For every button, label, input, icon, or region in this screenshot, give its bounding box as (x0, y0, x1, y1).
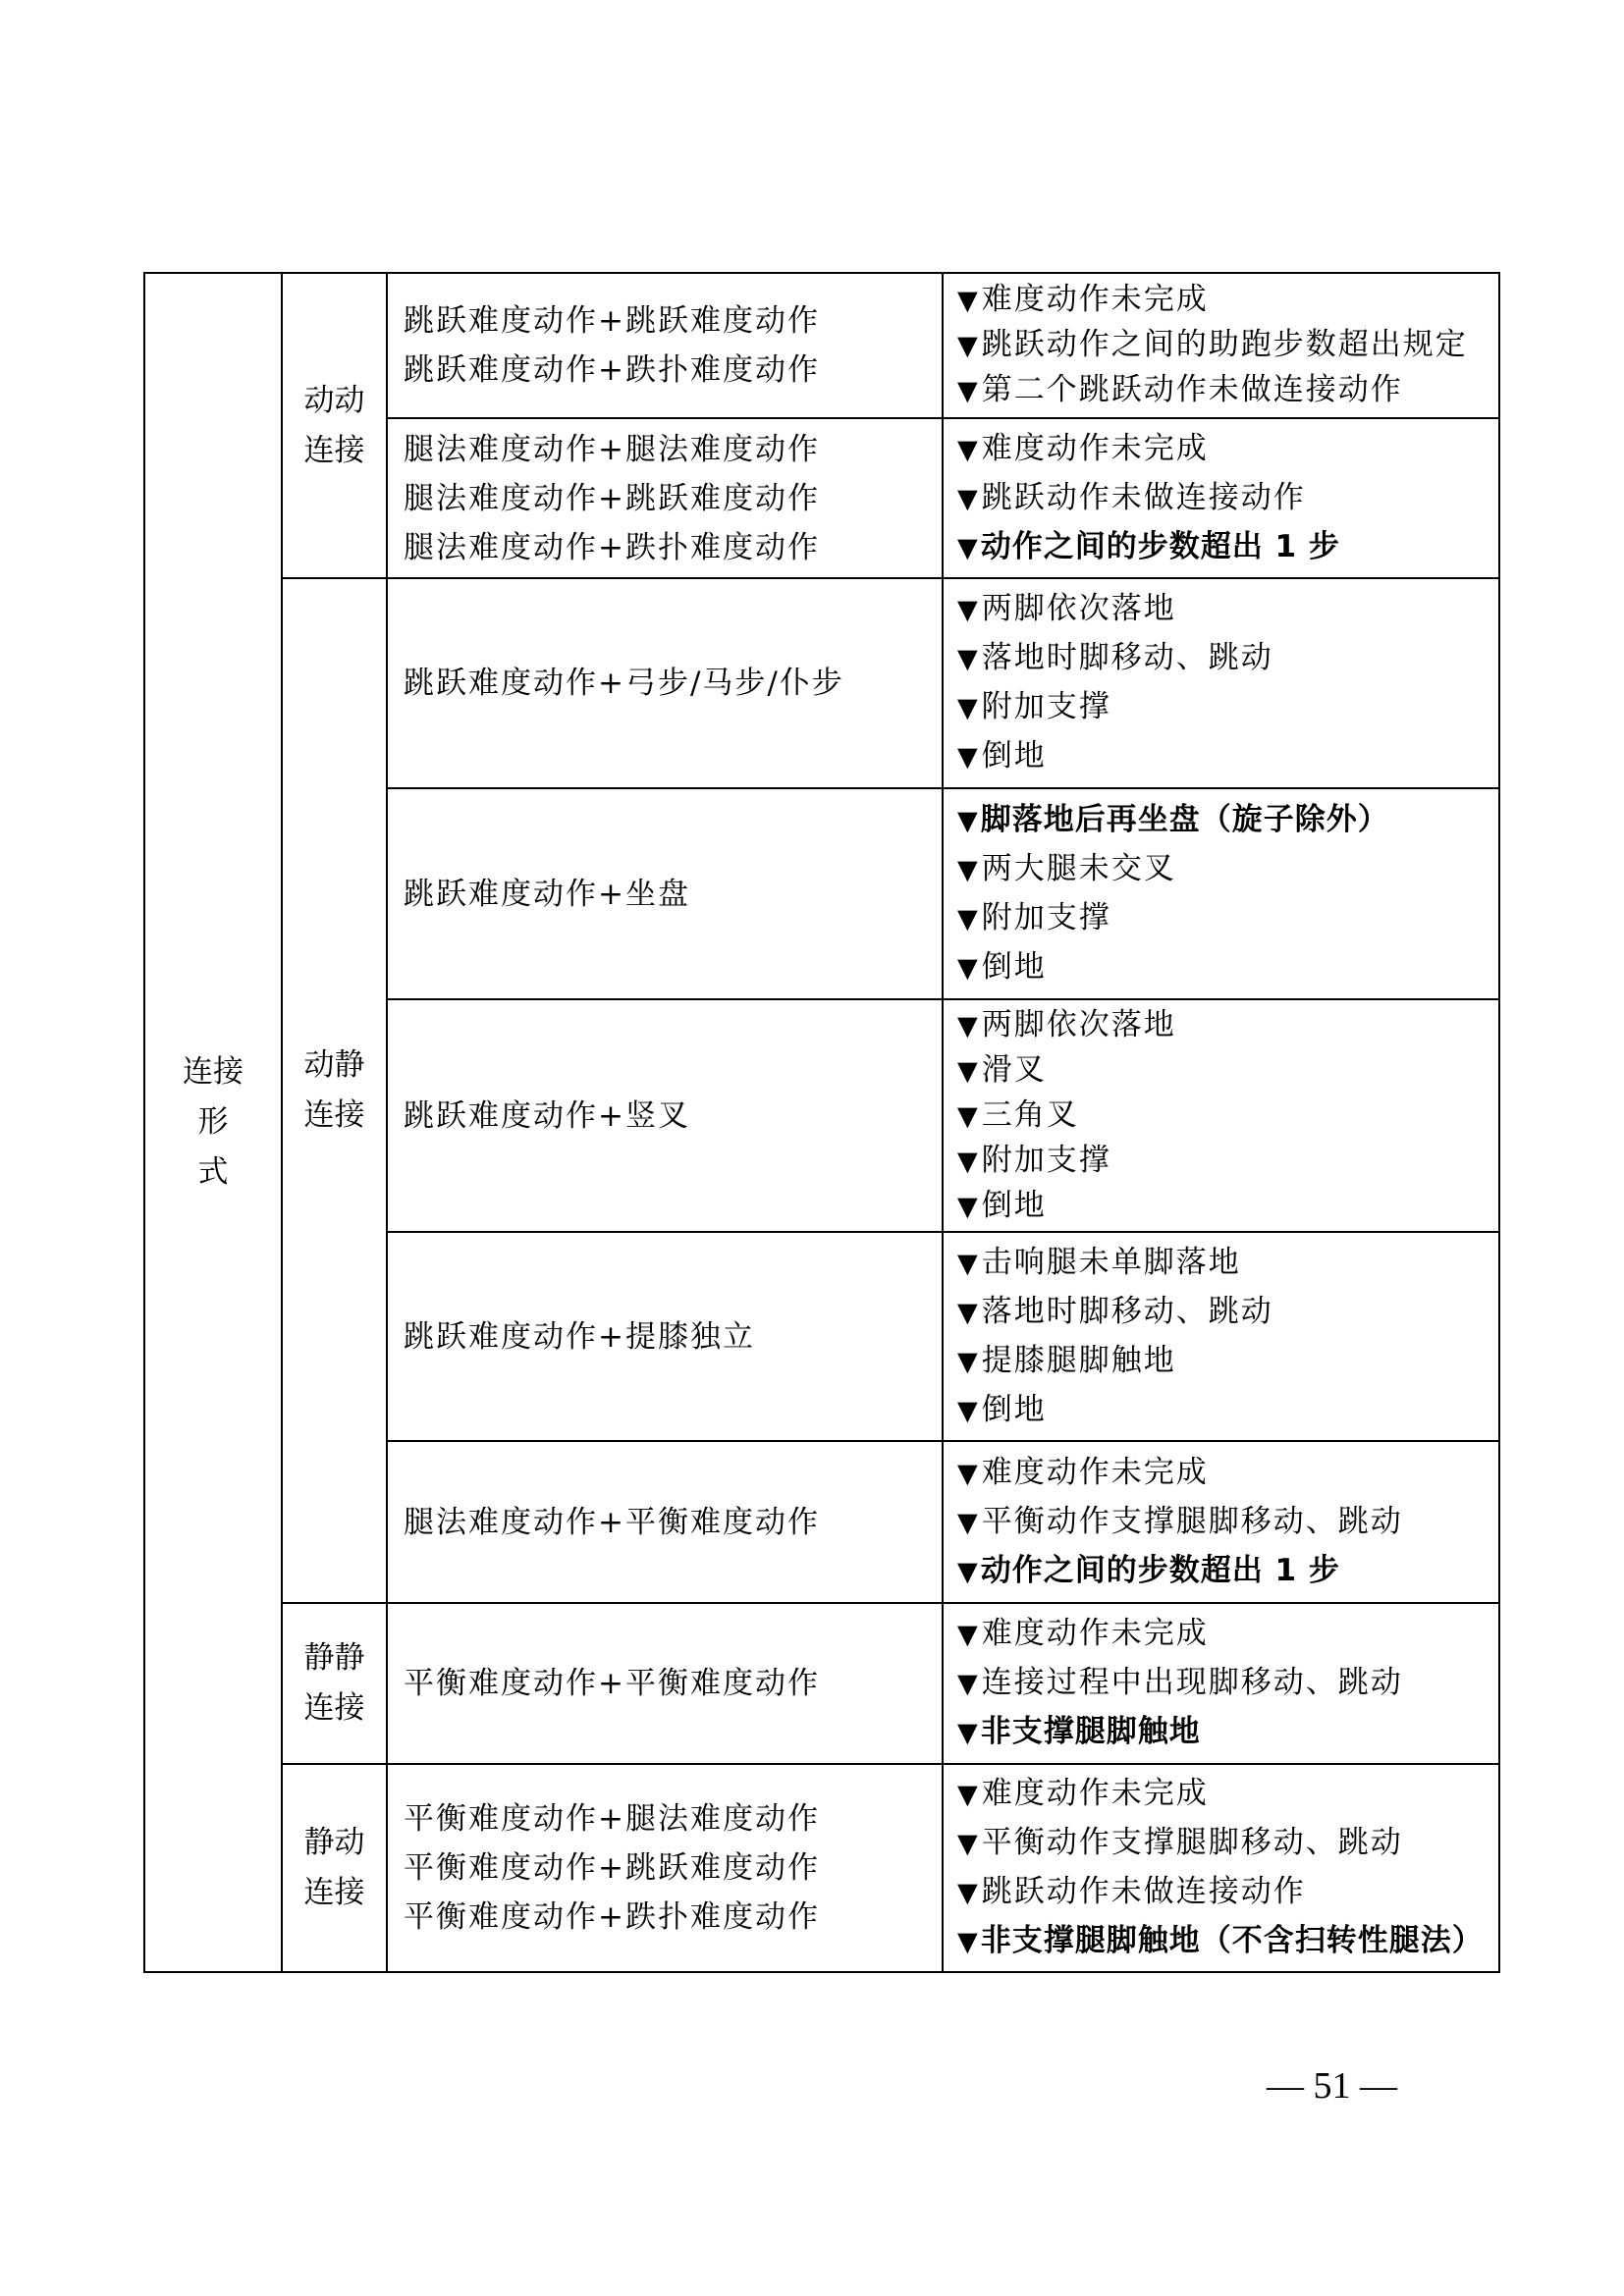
fault-text: 提膝腿脚触地 (981, 1342, 1176, 1378)
triangle-marker-icon: ▼ (957, 532, 979, 563)
action-cell (387, 1441, 943, 1603)
group-name-cell (282, 1603, 387, 1764)
fault-text: 非支撑腿脚触地 (980, 1714, 1201, 1749)
fault-item (957, 732, 1498, 781)
group-name-cell (282, 1764, 387, 1972)
triangle-marker-icon: ▼ (957, 1100, 980, 1132)
fault-text: 两大腿未交叉 (981, 850, 1176, 886)
fault-text: 倒地 (981, 1391, 1047, 1427)
triangle-marker-icon: ▼ (957, 1829, 980, 1859)
triangle-marker-icon: ▼ (957, 1297, 980, 1328)
fault-item (957, 585, 1498, 634)
action-line: 腿法难度动作+跳跃难度动作 (404, 480, 820, 516)
fault-cell (943, 1232, 1499, 1441)
action-line: 跳跃难度动作+提膝独立 (404, 1318, 755, 1355)
fault-text: 击响腿未单脚落地 (981, 1244, 1241, 1280)
action-line: 腿法难度动作+跌扑难度动作 (404, 529, 820, 565)
triangle-marker-icon: ▼ (957, 903, 980, 934)
action-cell (387, 273, 943, 418)
triangle-marker-icon: ▼ (957, 1458, 980, 1489)
triangle-marker-icon: ▼ (957, 1927, 979, 1957)
triangle-marker-icon: ▼ (957, 331, 980, 361)
triangle-marker-icon: ▼ (957, 1146, 980, 1177)
fault-item (957, 523, 1498, 572)
fault-item (957, 1184, 1498, 1229)
fault-item (957, 1498, 1498, 1547)
triangle-marker-icon: ▼ (957, 1248, 980, 1279)
action-line: 跳跃难度动作+弓步/马步/仆步 (404, 666, 844, 701)
fault-cell (943, 578, 1499, 788)
fault-text: 难度动作未完成 (981, 430, 1209, 466)
fault-text: 非支撑腿脚触地（不含扫转性腿法） (980, 1923, 1484, 1958)
fault-item (957, 796, 1498, 845)
fault-text: 倒地 (981, 1187, 1047, 1223)
fault-item (957, 1449, 1498, 1498)
fault-item (957, 425, 1498, 474)
triangle-marker-icon: ▼ (957, 805, 979, 836)
action-line: 腿法难度动作+平衡难度动作 (404, 1504, 820, 1540)
fault-item (957, 1094, 1498, 1139)
fault-item (957, 1917, 1498, 1966)
action-cell (387, 1764, 943, 1972)
fault-text: 难度动作未完成 (981, 1454, 1209, 1490)
fault-item (957, 1819, 1498, 1868)
fault-item (957, 1288, 1498, 1337)
triangle-marker-icon: ▼ (957, 1055, 980, 1087)
action-cell (387, 999, 943, 1232)
table-row (144, 1603, 1499, 1764)
category-label-line: 连接 (183, 1054, 244, 1090)
action-cell (387, 578, 943, 788)
fault-text: 平衡动作支撑腿脚移动、跳动 (981, 1503, 1403, 1539)
page-number: — 51 — (1267, 2065, 1397, 2107)
table-row (144, 578, 1499, 788)
fault-text: 动作之间的步数超出 1 步 (980, 528, 1340, 564)
fault-text: 落地时脚移动、跳动 (981, 640, 1273, 675)
fault-text: 两脚依次落地 (981, 1006, 1176, 1042)
group-name-line: 动静 (303, 1047, 365, 1083)
fault-text: 附加支撑 (981, 1142, 1111, 1178)
fault-item (957, 323, 1498, 368)
fault-text: 难度动作未完成 (981, 282, 1209, 317)
triangle-marker-icon: ▼ (957, 376, 980, 406)
group-name-line: 静静 (303, 1640, 365, 1676)
action-line: 平衡难度动作+平衡难度动作 (404, 1666, 820, 1701)
triangle-marker-icon: ▼ (957, 693, 980, 723)
triangle-marker-icon: ▼ (957, 1395, 980, 1426)
fault-cell (943, 999, 1499, 1232)
triangle-marker-icon: ▼ (957, 1507, 980, 1538)
fault-item (957, 845, 1498, 894)
group-name-cell (282, 578, 387, 1603)
fault-text: 两脚依次落地 (981, 591, 1176, 626)
triangle-marker-icon: ▼ (957, 952, 980, 984)
triangle-marker-icon: ▼ (957, 644, 980, 674)
fault-item (957, 634, 1498, 683)
fault-cell (943, 1603, 1499, 1764)
fault-item (957, 278, 1498, 323)
fault-text: 滑叉 (981, 1051, 1047, 1088)
table-row (144, 1764, 1499, 1972)
action-line: 平衡难度动作+跳跃难度动作 (404, 1850, 820, 1886)
fault-cell (943, 788, 1499, 999)
triangle-marker-icon: ▼ (957, 1620, 980, 1650)
fault-text: 动作之间的步数超出 1 步 (980, 1552, 1340, 1588)
fault-text: 平衡动作支撑腿脚移动、跳动 (981, 1825, 1403, 1860)
fault-text: 跳跃动作未做连接动作 (981, 479, 1306, 515)
action-line: 跳跃难度动作+竖叉 (404, 1097, 690, 1134)
triangle-marker-icon: ▼ (957, 595, 980, 625)
scoring-table (143, 272, 1500, 1973)
group-name-line: 静动 (303, 1825, 365, 1860)
fault-text: 附加支撑 (981, 899, 1111, 935)
triangle-marker-icon: ▼ (957, 1878, 980, 1908)
fault-text: 难度动作未完成 (981, 1776, 1209, 1811)
triangle-marker-icon: ▼ (957, 1010, 980, 1041)
fault-text: 倒地 (981, 948, 1047, 985)
fault-item (957, 1139, 1498, 1184)
triangle-marker-icon: ▼ (957, 483, 980, 514)
action-line: 跳跃难度动作+跌扑难度动作 (404, 352, 820, 388)
fault-item (957, 1386, 1498, 1435)
fault-text: 倒地 (981, 738, 1047, 774)
group-name-line: 连接 (303, 1690, 365, 1726)
triangle-marker-icon: ▼ (957, 1718, 979, 1748)
group-name-line: 连接 (303, 1875, 365, 1910)
fault-item (957, 474, 1498, 523)
fault-item (957, 1708, 1498, 1757)
triangle-marker-icon: ▼ (957, 1780, 980, 1810)
fault-item (957, 1659, 1498, 1708)
triangle-marker-icon: ▼ (957, 742, 980, 773)
action-cell (387, 1603, 943, 1764)
fault-item (957, 368, 1498, 413)
group-name-line: 连接 (303, 432, 365, 468)
triangle-marker-icon: ▼ (957, 1191, 980, 1222)
fault-text: 跳跃动作未做连接动作 (981, 1874, 1306, 1909)
action-cell (387, 788, 943, 999)
category-label-line: 形 (197, 1104, 229, 1140)
fault-item (957, 683, 1498, 732)
fault-item (957, 1547, 1498, 1596)
fault-text: 脚落地后再坐盘（旋子除外） (980, 801, 1389, 837)
action-cell (387, 418, 943, 578)
fault-text: 第二个跳跃动作未做连接动作 (981, 372, 1403, 407)
fault-cell (943, 418, 1499, 578)
triangle-marker-icon: ▼ (957, 1556, 979, 1587)
group-name-cell (282, 273, 387, 578)
fault-item (957, 1239, 1498, 1288)
triangle-marker-icon: ▼ (957, 434, 980, 465)
fault-item (957, 1868, 1498, 1917)
fault-cell (943, 273, 1499, 418)
fault-cell (943, 1764, 1499, 1972)
category-label-line: 式 (197, 1154, 229, 1190)
fault-text: 跳跃动作之间的助跑步数超出规定 (981, 327, 1468, 362)
fault-text: 连接过程中出现脚移动、跳动 (981, 1665, 1403, 1700)
fault-item (957, 1610, 1498, 1659)
group-name-line: 连接 (303, 1097, 365, 1133)
fault-item (957, 1770, 1498, 1819)
category-cell (144, 273, 282, 1972)
fault-item (957, 1003, 1498, 1048)
fault-item (957, 943, 1498, 992)
fault-item (957, 1048, 1498, 1094)
fault-text: 三角叉 (981, 1096, 1079, 1133)
triangle-marker-icon: ▼ (957, 854, 980, 885)
action-line: 跳跃难度动作+坐盘 (404, 876, 690, 912)
fault-text: 难度动作未完成 (981, 1616, 1209, 1651)
action-line: 腿法难度动作+腿法难度动作 (404, 431, 820, 467)
fault-item (957, 1337, 1498, 1386)
fault-item (957, 894, 1498, 943)
action-line: 平衡难度动作+跌扑难度动作 (404, 1899, 820, 1935)
group-name-line: 动动 (303, 382, 365, 418)
table-row (144, 273, 1499, 418)
action-line: 平衡难度动作+腿法难度动作 (404, 1801, 820, 1837)
fault-cell (943, 1441, 1499, 1603)
fault-text: 附加支撑 (981, 689, 1111, 724)
fault-text: 落地时脚移动、跳动 (981, 1293, 1273, 1329)
triangle-marker-icon: ▼ (957, 1669, 980, 1699)
triangle-marker-icon: ▼ (957, 1346, 980, 1377)
action-line: 跳跃难度动作+跳跃难度动作 (404, 303, 820, 339)
action-cell (387, 1232, 943, 1441)
triangle-marker-icon: ▼ (957, 286, 980, 316)
